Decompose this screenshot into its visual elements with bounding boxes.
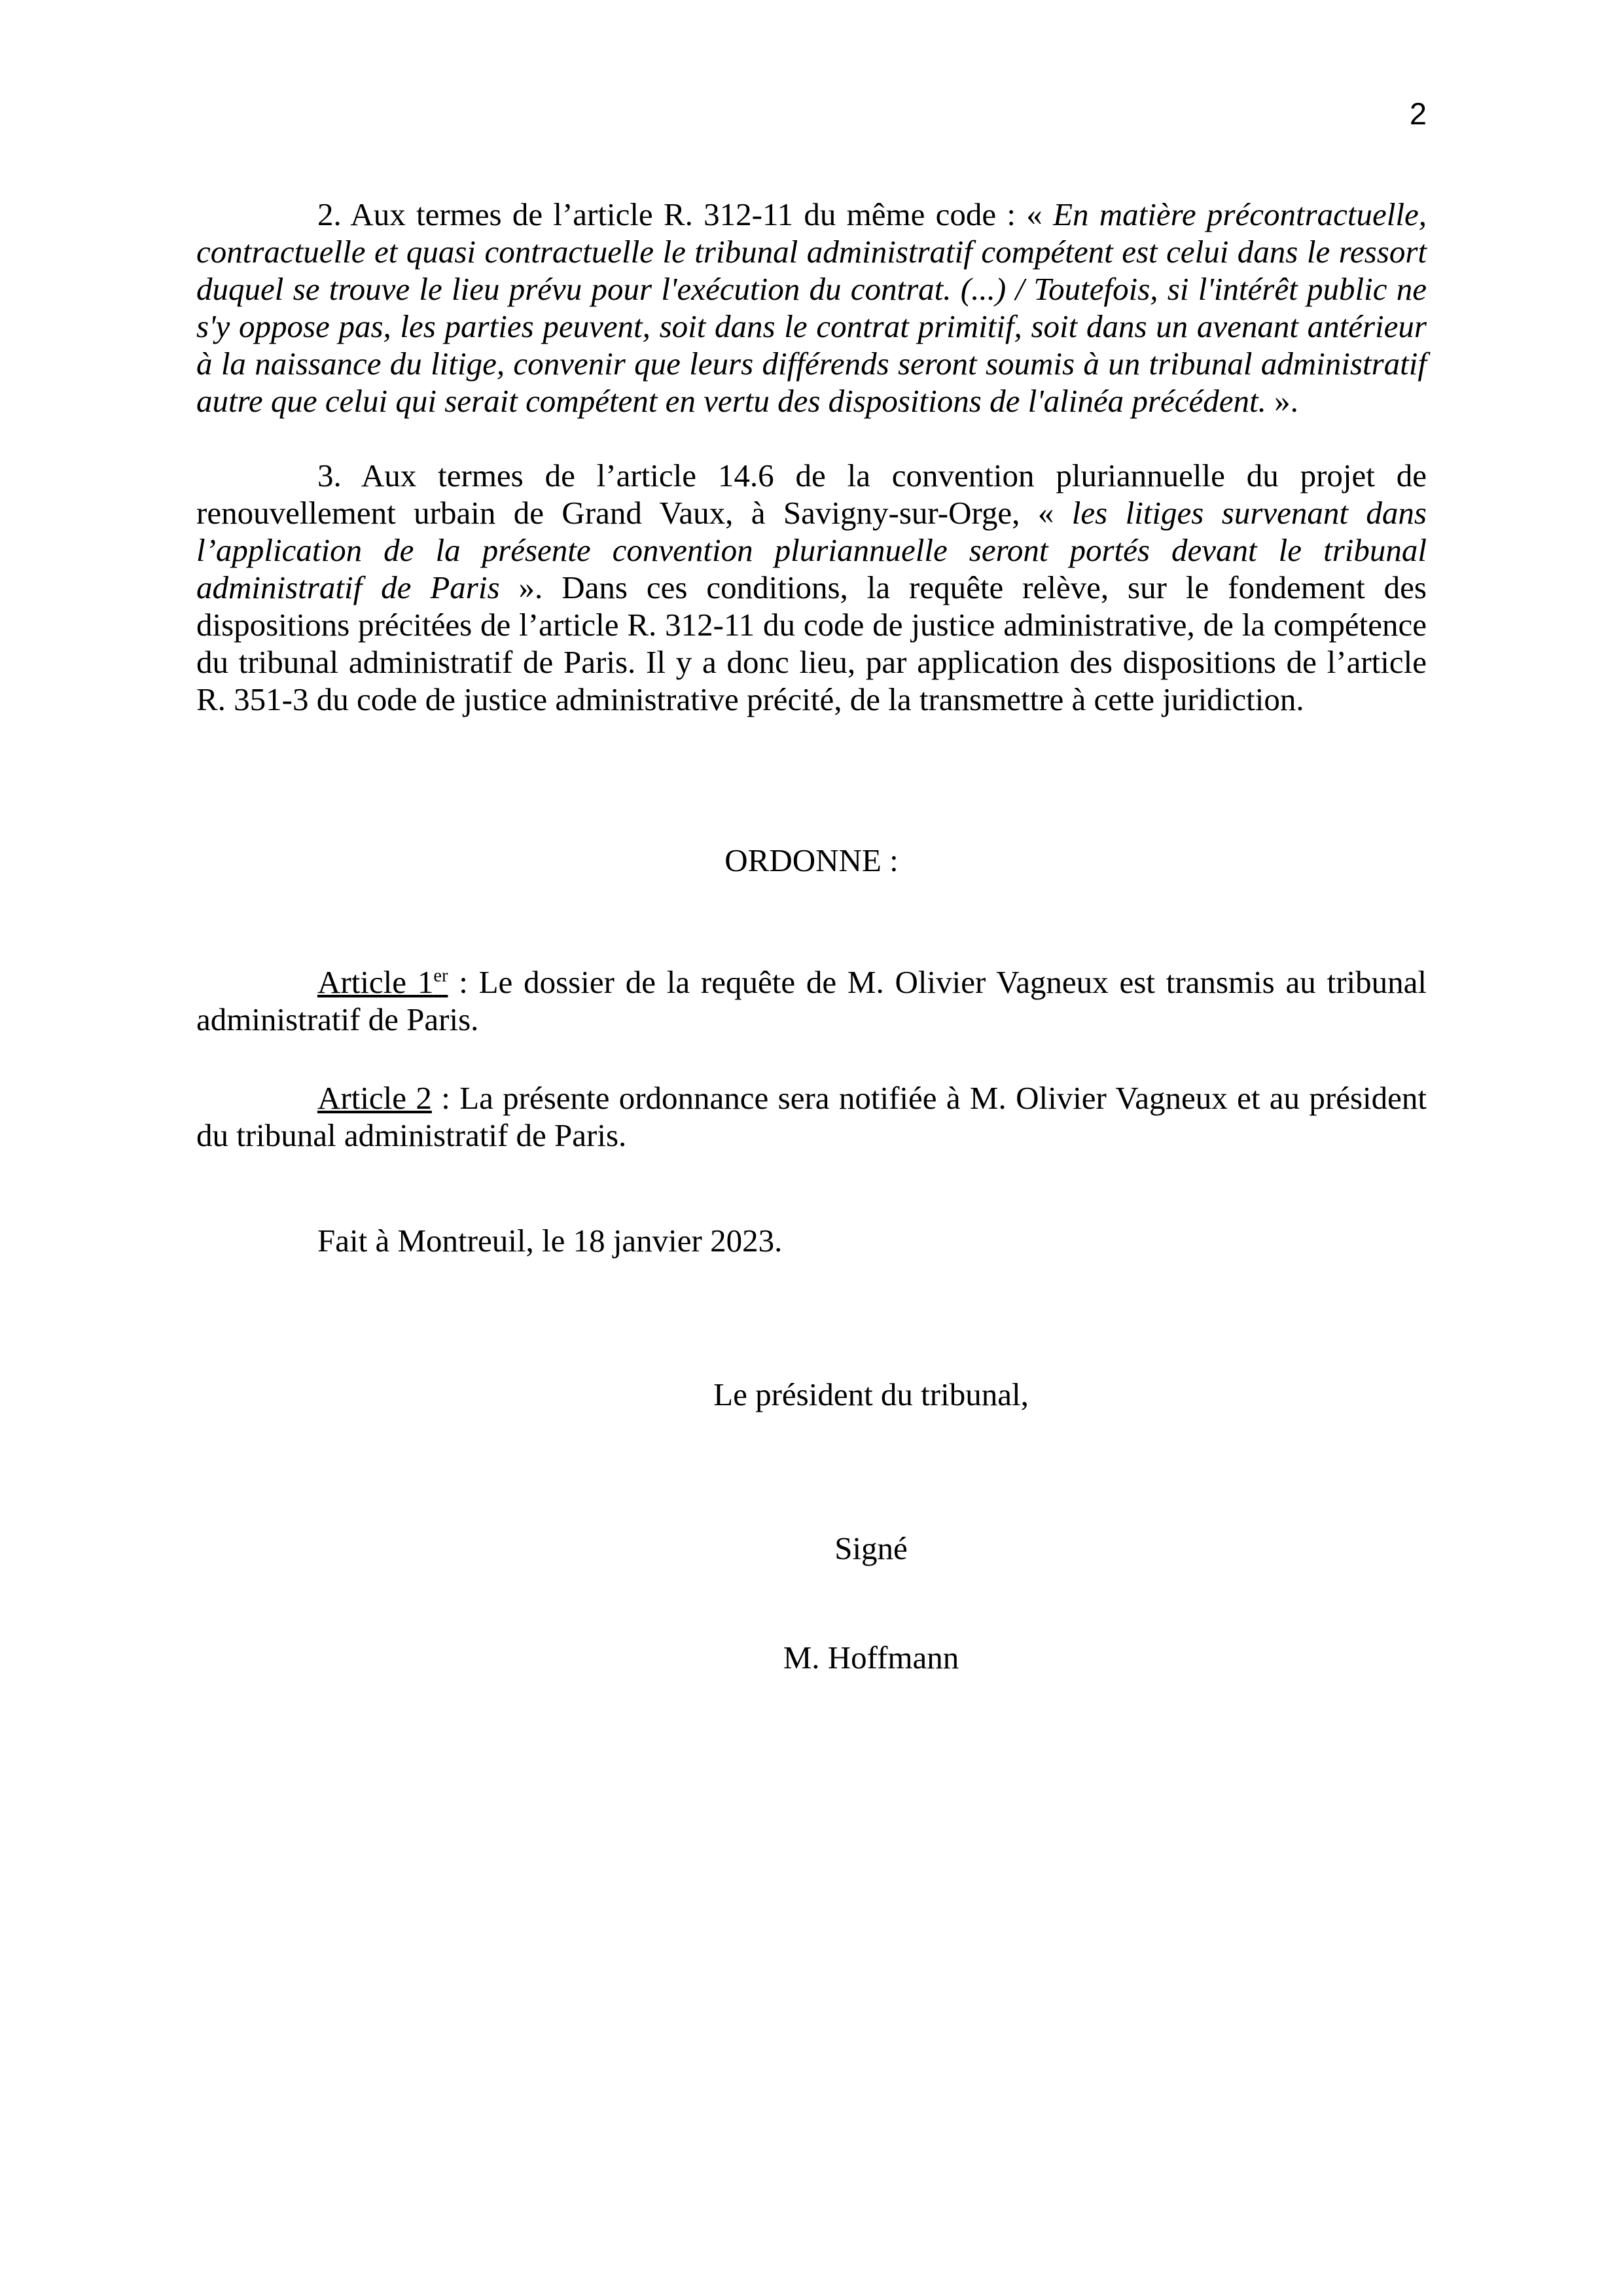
signature-block bbox=[196, 1376, 1427, 1676]
signatory-title: Le président du tribunal, bbox=[713, 1376, 1029, 1412]
paragraph-article-2 bbox=[196, 1079, 1427, 1154]
article-1-text: : Le dossier de la requête de M. Olivier Vagneux est transmis au tribunal administratif de Paris. bbox=[196, 964, 1427, 1037]
signed-label: Signé bbox=[834, 1530, 908, 1566]
considerant-3-outro: ». Dans ces conditions, la requête relève, sur le fondement des dispositions précitées de l’article R. 312-11 du code de justice administrative, de la compétence du tribunal administratif de Paris. Il y a donc lieu, par application des dispositions de l’article R. 351-3 du code de justice administrative précité, de la transmettre à cette juridiction. bbox=[196, 569, 1427, 717]
paragraph-considerant-2 bbox=[196, 196, 1427, 420]
paragraph-article-1 bbox=[196, 963, 1427, 1038]
signatory-name: M. Hoffmann bbox=[783, 1640, 959, 1676]
article-2-label-text: Article 2 bbox=[317, 1080, 432, 1116]
ordonne-heading: ORDONNE : bbox=[724, 842, 899, 878]
article-1-label-superscript: er bbox=[433, 965, 448, 986]
article-2-label bbox=[317, 1080, 432, 1116]
page-number: 2 bbox=[1409, 96, 1427, 131]
considerant-2-outro: ». bbox=[1266, 383, 1298, 419]
article-1-label bbox=[317, 964, 448, 1000]
place-date-line: Fait à Montreuil, le 18 janvier 2023. bbox=[317, 1223, 783, 1259]
considerant-2-quote: En matière précontractuelle, contractuelle et quasi contractuelle le tribunal administratif compétent est celui dans le ressort duquel se trouve le lieu prévu pour l'exécution du contrat. (...) / Toutefois, si l'intérêt public ne s'y oppose pas, les parties peuvent, soit dans le contrat primitif, soit dans un avenant antérieur à la naissance du litige, convenir que leurs différends seront soumis à un tribunal administratif autre que celui qui serait compétent en vertu des dispositions de l'alinéa précédent. bbox=[196, 196, 1427, 419]
paragraph-considerant-3 bbox=[196, 457, 1427, 718]
considerant-3-quote: les litiges survenant dans l’application de la présente convention pluriannuelle seront portés devant le tribunal administratif de Paris bbox=[196, 495, 1427, 605]
considerant-3-intro: 3. Aux termes de l’article 14.6 de la convention pluriannuelle du projet de renouvellement urbain de Grand Vaux, à Savigny-sur-Orge, « bbox=[196, 457, 1427, 531]
considerant-2-intro: 2. Aux termes de l’article R. 312-11 du même code : « bbox=[317, 196, 1054, 232]
article-1-label-text: Article 1 bbox=[317, 964, 434, 1000]
article-2-text: : La présente ordonnance sera notifiée à M. Olivier Vagneux et au président du tribunal administratif de Paris. bbox=[196, 1080, 1427, 1153]
